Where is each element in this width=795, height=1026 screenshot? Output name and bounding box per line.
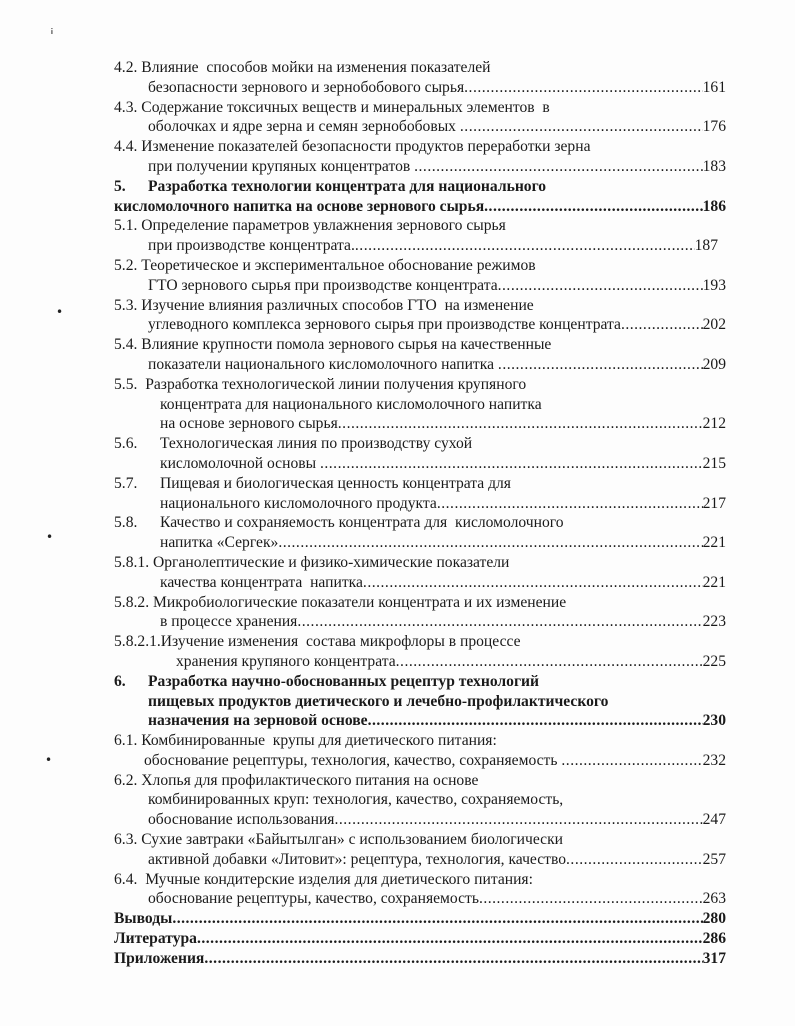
toc-entry-4-2-cont: безопасности зернового и зернобобового сырья ..... 161 <box>114 78 726 98</box>
page-number: 161 <box>702 78 726 96</box>
dot-leader <box>320 454 703 474</box>
dot-leader <box>484 197 702 217</box>
page-number: 225 <box>702 652 726 670</box>
toc-entry-5-8-1-cont: качества концентрата напитка ..... 221 <box>114 573 726 593</box>
corner-mark: ꜟ <box>50 20 54 38</box>
toc-entry-5-1: 5.1. Определение параметров увлажнения зернового сырья <box>114 217 506 235</box>
toc-entry-6-4-cont: обоснование рецептуры, качество, сохраняемость ..... 263 <box>114 889 726 909</box>
dot-leader <box>396 652 703 672</box>
page-number: 263 <box>702 890 726 908</box>
toc-section-5: 5. Разработка технологии концентрата для национального <box>114 177 547 195</box>
toc-entry-6-1-cont: обоснование рецептуры, технология, качество, сохраняемость ..... 232 <box>114 751 726 771</box>
toc-entry-4-4-cont: при получении крупяных концентратов ..... 183 <box>114 157 726 177</box>
toc-entry-6-3-cont: активной добавки «Литовит»: рецептура, технология, качество ..... 257 <box>114 850 726 870</box>
dot-leader <box>172 909 702 929</box>
page-number: 232 <box>702 751 726 769</box>
toc-entry-5-3-cont: углеводного комплекса зернового сырья при производстве концентрата ..... 202 <box>114 315 726 335</box>
dot-leader <box>566 850 703 870</box>
toc-section-5-cont: кисломолочного напитка на основе зернового сырья ..... 186 <box>114 197 726 217</box>
page-number: 230 <box>702 712 726 730</box>
page-number: 193 <box>702 276 726 294</box>
dot-leader <box>498 276 703 296</box>
margin-dot: • <box>46 530 54 544</box>
dot-leader <box>338 414 703 434</box>
toc-entry-4-3: 4.3. Содержание токсичных веществ и минеральных элементов в <box>114 98 550 116</box>
page-number: 187 <box>694 237 718 255</box>
toc-entry-5-7-cont: национального кисломолочного продукта ..... 217 <box>114 494 726 514</box>
toc-entry-5-5: 5.5. Разработка технологической линии получения крупяного <box>114 375 527 393</box>
toc-entry-4-2: 4.2. Влияние способов мойки на изменения показателей <box>114 59 491 76</box>
toc-entry-5-8-2-cont: в процессе хранения ..... 223 <box>114 612 726 632</box>
toc-entry-5-8: 5.8. Качество и сохраняемость концентрата для кисломолочного <box>114 514 564 532</box>
page-number: 202 <box>702 316 726 334</box>
page-number: 176 <box>702 118 726 136</box>
dot-leader <box>437 494 703 514</box>
dot-leader <box>368 711 703 731</box>
toc-entry-5-8-2: 5.8.2. Микробиологические показатели концентрата и их изменение <box>114 593 567 611</box>
dot-leader <box>479 889 703 909</box>
toc-entry-5-6-cont: кисломолочной основы ..... 215 <box>114 454 726 474</box>
page-number: 221 <box>702 573 726 591</box>
dot-leader <box>204 949 702 969</box>
dot-leader <box>355 236 695 256</box>
page-number: 183 <box>702 157 726 175</box>
page-number: 317 <box>702 949 726 967</box>
table-of-contents <box>114 58 726 969</box>
toc-entry-5-2: 5.2. Теоретическое и экспериментальное обоснование режимов <box>114 256 536 274</box>
page-number: 215 <box>702 454 726 472</box>
page-number: 280 <box>702 910 726 928</box>
toc-literature: Литература ..... 286 <box>114 929 726 949</box>
toc-entry-4-4: 4.4. Изменение показателей безопасности продуктов переработки зерна <box>114 138 591 156</box>
toc-section-6: 6. Разработка научно-обоснованных рецептур технологий <box>114 672 540 690</box>
page-number: 217 <box>702 494 726 512</box>
toc-entry-4-3-cont: оболочках и ядре зерна и семян зернобобовых ..... 176 <box>114 117 726 137</box>
margin-dot: • <box>56 305 64 319</box>
toc-entry-6-3: 6.3. Сухие завтраки «Байытылган» с использованием биологически <box>114 831 564 849</box>
dot-leader <box>621 315 703 335</box>
toc-entry-5-7: 5.7. Пищевая и биологическая ценность концентрата для <box>114 474 511 492</box>
toc-entry-5-2-cont: ГТО зернового сырья при производстве концентрата ..... 193 <box>114 276 726 296</box>
dot-leader <box>363 573 703 593</box>
page-number: 221 <box>702 534 726 552</box>
toc-section-6-cont2: назначения на зерновой основе ..... 230 <box>114 711 726 731</box>
dot-leader <box>334 810 702 830</box>
toc-appendices: Приложения ..... 317 <box>114 949 726 969</box>
toc-entry-5-8-1: 5.8.1. Органолептические и физико-химические показатели <box>114 553 510 571</box>
toc-entry-5-3: 5.3. Изучение влияния различных способов ГТО на изменение <box>114 296 534 314</box>
dot-leader <box>278 533 702 553</box>
dot-leader <box>498 355 703 375</box>
toc-entry-5-4: 5.4. Влияние крупности помола зернового сырья на качественные <box>114 336 552 354</box>
toc-entry-6-4: 6.4. Мучные кондитерские изделия для диетического питания: <box>114 870 533 888</box>
toc-section-6-cont: пищевых продуктов диетического и лечебно-профилактического <box>148 692 609 710</box>
page-number: 257 <box>702 850 726 868</box>
dot-leader <box>197 929 703 949</box>
toc-conclusions: Выводы ..... 280 <box>114 909 726 929</box>
toc-entry-6-2-cont: комбинированных круп: технология, качество, сохраняемость, <box>148 791 564 809</box>
page-number: 286 <box>702 930 726 948</box>
dot-leader <box>460 117 703 137</box>
toc-entry-5-1-cont: при производстве концентрата. ..... 187 <box>114 236 726 256</box>
toc-entry-6-2-cont2: обоснование использования ..... 247 <box>114 810 726 830</box>
page-number: 212 <box>702 415 726 433</box>
toc-entry-5-8-2-1-cont: хранения крупяного концентрата ..... 225 <box>114 652 726 672</box>
toc-entry-5-6: 5.6. Технологическая линия по производству сухой <box>114 435 473 453</box>
margin-dot: • <box>45 753 53 767</box>
page-number: 186 <box>702 197 726 215</box>
dot-leader <box>464 78 702 98</box>
toc-entry-5-5-cont: концентрата для национального кисломолочного напитка <box>160 395 542 413</box>
page-number: 209 <box>702 355 726 373</box>
toc-entry-6-1: 6.1. Комбинированные крупы для диетического питания: <box>114 732 497 750</box>
toc-entry-5-8-2-1: 5.8.2.1.Изучение изменения состава микрофлоры в процессе <box>114 633 521 651</box>
toc-entry-5-8-cont: напитка «Сергек» ..... 221 <box>114 533 726 553</box>
toc-entry-6-2: 6.2. Хлопья для профилактического питания на основе <box>114 771 479 789</box>
page-number: 223 <box>702 613 726 631</box>
dot-leader <box>297 612 702 632</box>
dot-leader <box>414 157 702 177</box>
toc-entry-5-5-cont2: на основе зернового сырья ..... 212 <box>114 414 726 434</box>
toc-entry-5-4-cont: показатели национального кисломолочного напитка ..... 209 <box>114 355 726 375</box>
dot-leader <box>561 751 702 771</box>
page-number: 247 <box>702 811 726 829</box>
